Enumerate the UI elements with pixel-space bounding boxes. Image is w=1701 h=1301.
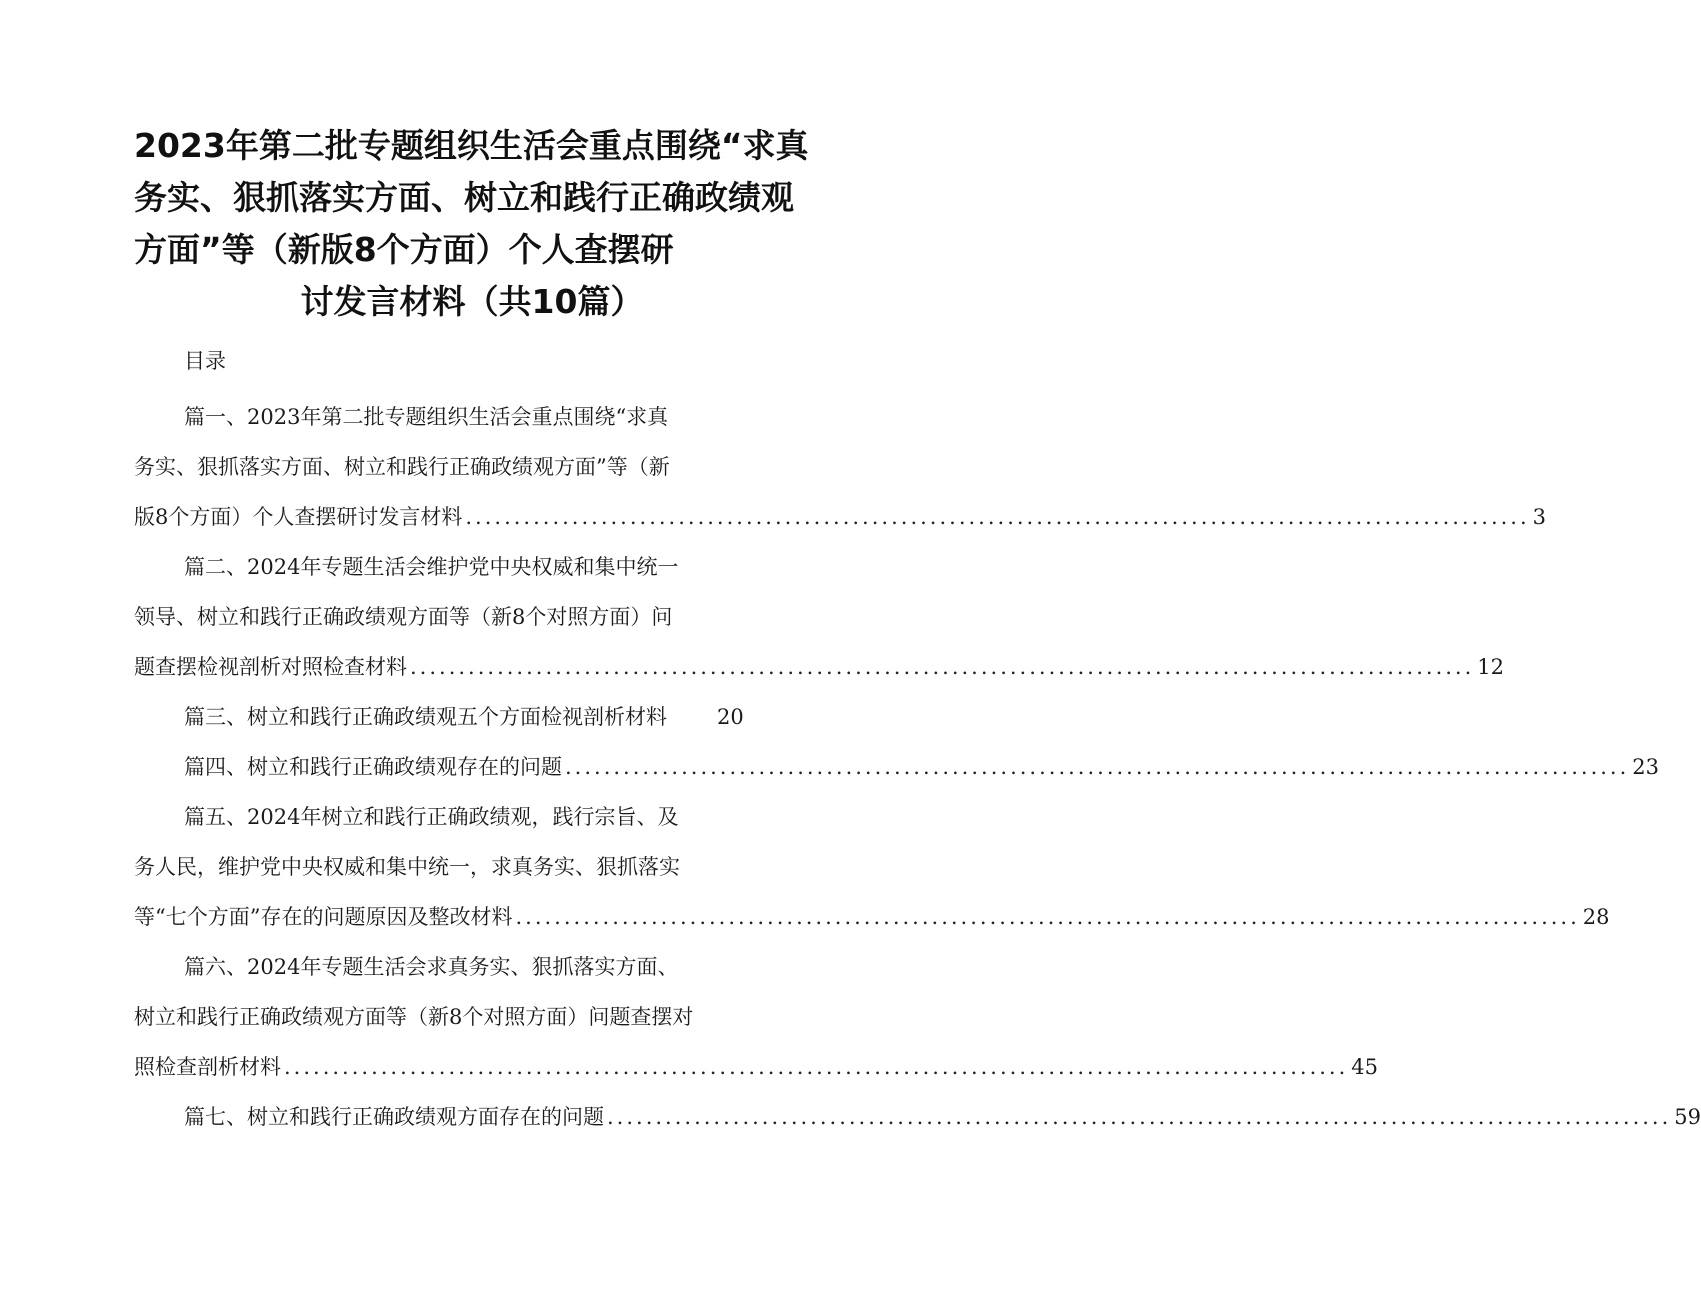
- dot-leader: ..............................................................................................................: [515, 905, 1580, 929]
- toc-entry-line: 篇二、2024年专题生活会维护党中央权威和集中统一: [184, 555, 679, 579]
- toc-entry-line: 篇一、2023年第二批专题组织生活会重点围绕“求真: [184, 405, 669, 429]
- toc-entry-last-line: [134, 492, 1547, 542]
- toc-entry-line: 篇五、2024年树立和践行正确政绩观，践行宗旨、及: [184, 805, 679, 829]
- title-line: 2023年第二批专题组织生活会重点围绕“求真: [134, 126, 809, 165]
- toc-entry-3[interactable]: [134, 692, 770, 742]
- toc-entry-4[interactable]: [134, 742, 1660, 792]
- toc-entry-5[interactable]: [134, 792, 1610, 942]
- dot-leader: ..............................................................................................................: [284, 1055, 1349, 1079]
- page-number: 3: [1532, 505, 1547, 529]
- dot-leader: ..............................................................................................................: [565, 755, 1630, 779]
- title-line: 方面”等（新版8个方面）个人查摆研: [134, 230, 674, 269]
- page-number: 28: [1582, 905, 1610, 929]
- toc-entry-line: 版8个方面）个人查摆研讨发言材料: [134, 505, 463, 529]
- toc-entry-line: 等“七个方面”存在的问题原因及整改材料: [134, 905, 513, 929]
- toc-entry-line: 务人民，维护党中央权威和集中统一，求真务实、狠抓落实: [134, 855, 680, 879]
- toc-entry-last-line: [134, 1092, 1701, 1142]
- dot-leader: ..............................................................................................................: [607, 1105, 1672, 1129]
- page-number: 20: [717, 705, 744, 729]
- document-title: [134, 120, 809, 328]
- toc-entry-line: 务实、狠抓落实方面、树立和践行正确政绩观方面”等（新: [134, 455, 670, 479]
- table-of-contents: [134, 392, 1701, 1142]
- toc-entry-last-line: [134, 1042, 1379, 1092]
- toc-entry-7[interactable]: [134, 1092, 1701, 1142]
- toc-entry-last-line: [134, 892, 1610, 942]
- dot-leader: ..............................................................................................................: [465, 505, 1530, 529]
- page-number: 12: [1477, 655, 1505, 679]
- toc-entry-line: 题查摆检视剖析对照检查材料: [134, 655, 407, 679]
- toc-entry-line: 树立和践行正确政绩观方面等（新8个对照方面）问题查摆对: [134, 1005, 694, 1029]
- title-line: 务实、狠抓落实方面、树立和践行正确政绩观: [134, 178, 794, 217]
- toc-entry-line: 篇四、树立和践行正确政绩观存在的问题: [184, 755, 562, 779]
- page-number: 23: [1632, 755, 1660, 779]
- toc-entry-line: 篇七、树立和践行正确政绩观方面存在的问题: [184, 1105, 604, 1129]
- title-line: 讨发言材料（共10篇）: [300, 282, 644, 321]
- toc-heading: 目录: [184, 349, 226, 373]
- page-number: 59: [1674, 1105, 1701, 1129]
- dot-leader: ..............................................................................................................: [410, 655, 1475, 679]
- toc-entry-line: 篇六、2024年专题生活会求真务实、狠抓落实方面、: [184, 955, 679, 979]
- toc-entry-line: 篇三、树立和践行正确政绩观五个方面检视剖析材料: [184, 705, 667, 729]
- toc-entry-2[interactable]: [134, 542, 1505, 692]
- toc-entry-line: 领导、树立和践行正确政绩观方面等（新8个对照方面）问: [134, 605, 673, 629]
- toc-entry-last-line: [134, 642, 1505, 692]
- toc-entry-line: 照检查剖析材料: [134, 1055, 281, 1079]
- page-number: 45: [1351, 1055, 1379, 1079]
- toc-entry-1[interactable]: [134, 392, 1547, 542]
- toc-entry-last-line: [134, 742, 1660, 792]
- toc-entry-6[interactable]: [134, 942, 1379, 1092]
